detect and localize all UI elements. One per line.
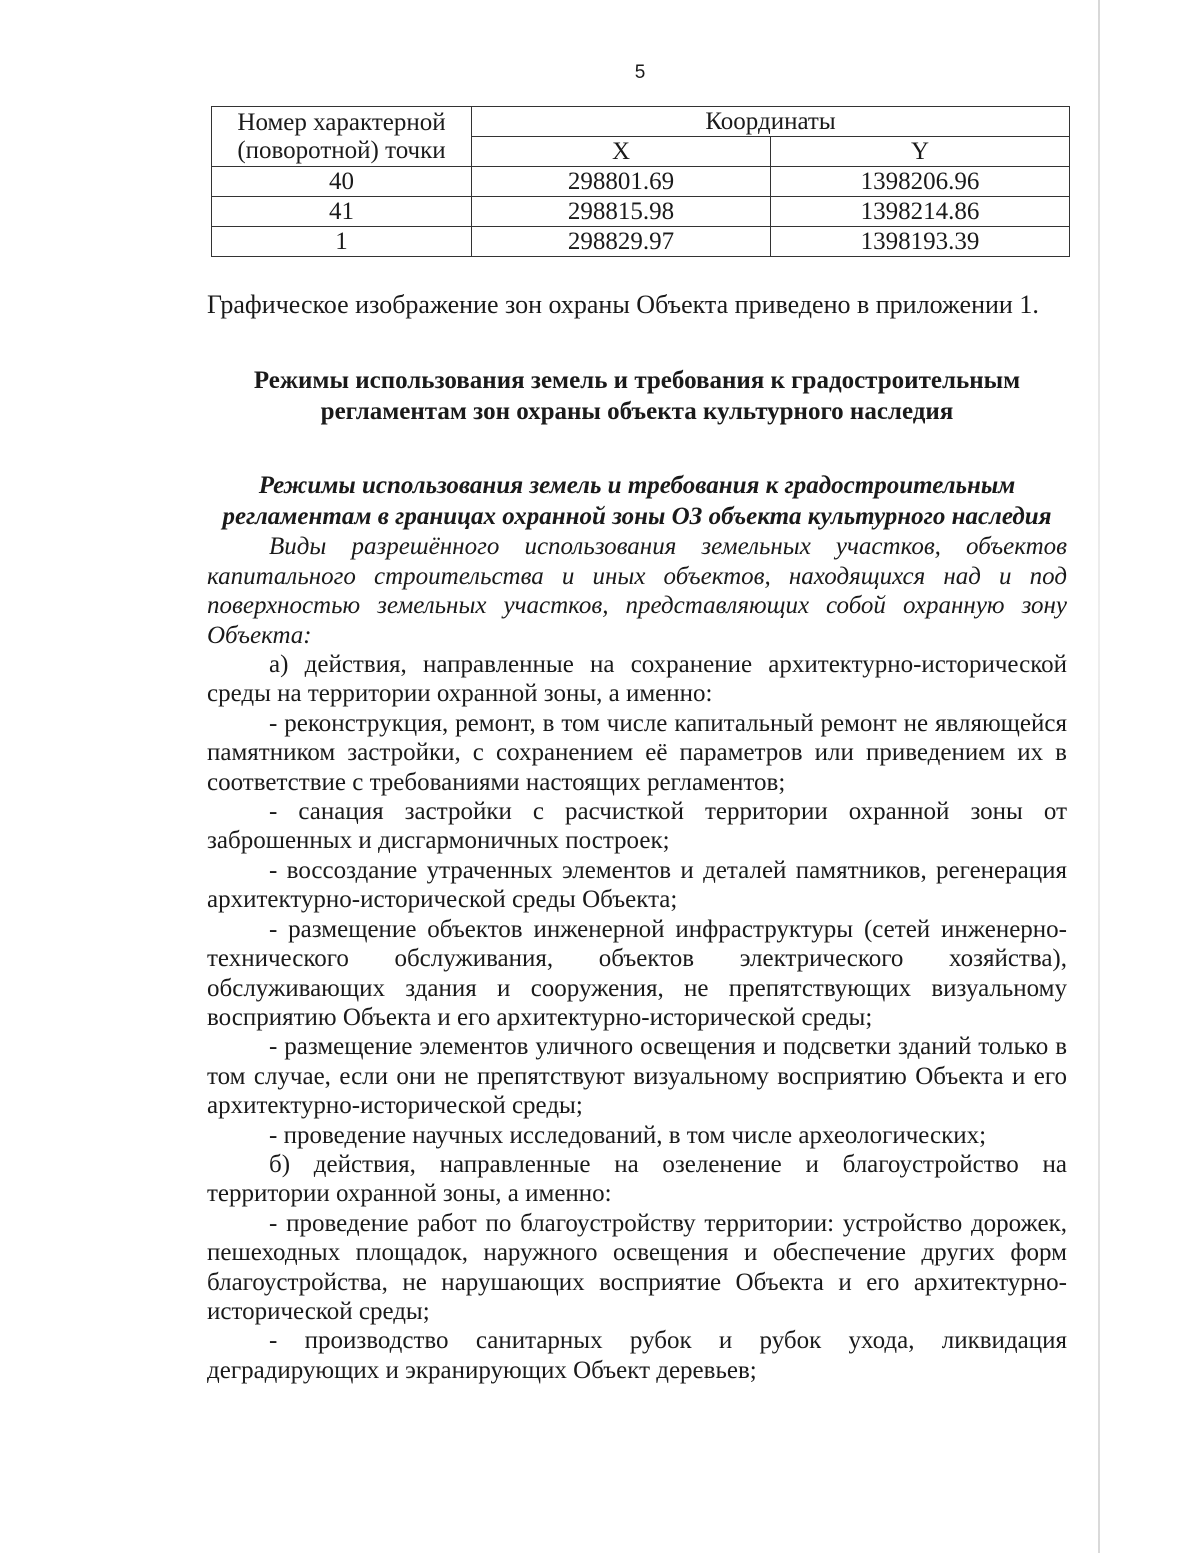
paragraph: - проведение работ по благоустройству территории: устройство дорожек, пешеходных площадок, наружного освещения и обеспечение других форм благоустройства, не нарушающих восприятие Объекта и его архитектурно-исторической среды; <box>207 1209 1067 1325</box>
intro-paragraph: Виды разрешённого использования земельных участков, объектов капитального строительства и иных объектов, находящихся над и под поверхностью земельных участков, представляющих собой охранную зону Объекта: <box>207 533 1067 649</box>
scan-edge <box>1098 0 1100 1553</box>
cell-x: 298801.69 <box>472 167 771 197</box>
document-body <box>207 290 1067 1385</box>
header-point-line-2: (поворотной) точки <box>237 136 446 164</box>
header-x: X <box>472 137 771 167</box>
header-point-line-1: Номер характерной <box>237 108 446 136</box>
section-title: Режимы использования земель и требования к градостроительным регламентам зон охраны объекта культурного наследия <box>253 367 1021 426</box>
paragraph: а) действия, направленные на сохранение архитектурно-исторической среды на территории охранной зоны, а именно: <box>207 651 1067 708</box>
cell-y: 1398214.86 <box>771 197 1070 227</box>
cell-point: 1 <box>212 227 472 257</box>
page-number: 5 <box>634 62 646 83</box>
table-row <box>212 227 1070 257</box>
header-point <box>212 107 472 167</box>
cell-y: 1398206.96 <box>771 167 1070 197</box>
header-y: Y <box>771 137 1070 167</box>
coordinates-table <box>211 106 1070 257</box>
header-coordinates: Координаты <box>472 107 1070 137</box>
paragraph: - реконструкция, ремонт, в том числе капитальный ремонт не являющейся памятником застройки, с сохранением её параметров или приведением их в соответствие с требованиями настоящих регламентов; <box>207 709 1067 796</box>
paragraph: б) действия, направленные на озеленение и благоустройство на территории охранной зоны, а именно: <box>207 1150 1067 1208</box>
paragraph: - проведение научных исследований, в том числе археологических; <box>269 1121 987 1149</box>
cell-point: 41 <box>212 197 472 227</box>
paragraph: - производство санитарных рубок и рубок ухода, ликвидация деградирующих и экранирующих Объект деревьев; <box>207 1327 1067 1384</box>
table-row <box>212 167 1070 197</box>
paragraph: - воссоздание утраченных элементов и деталей памятников, регенерация архитектурно-исторической среды Объекта; <box>207 856 1067 914</box>
cell-y: 1398193.39 <box>771 227 1070 257</box>
table-header-row <box>212 107 1070 137</box>
paragraph: - санация застройки с расчисткой территории охранной зоны от заброшенных и дисгармоничных построек; <box>207 798 1067 855</box>
cell-point: 40 <box>212 167 472 197</box>
graphic-note: Графическое изображение зон охраны Объекта приведено в приложении 1. <box>207 290 1039 319</box>
cell-x: 298829.97 <box>472 227 771 257</box>
table-row <box>212 197 1070 227</box>
paragraph: - размещение объектов инженерной инфраструктуры (сетей инженерно-технического обслуживания, объектов электрического хозяйства), обслуживающих здания и сооружения, не препятствующих визуальному восприятию Объекта и его архитектурно-исторической среды; <box>207 915 1067 1031</box>
paragraph: - размещение элементов уличного освещения и подсветки зданий только в том случае, если они не препятствуют визуальному восприятию Объекта и его архитектурно-исторической среды; <box>207 1033 1067 1120</box>
cell-x: 298815.98 <box>472 197 771 227</box>
subsection-title: Режимы использования земель и требования к градостроительным регламентам в границах охранной зоны ОЗ объекта культурного наследия <box>222 472 1052 531</box>
